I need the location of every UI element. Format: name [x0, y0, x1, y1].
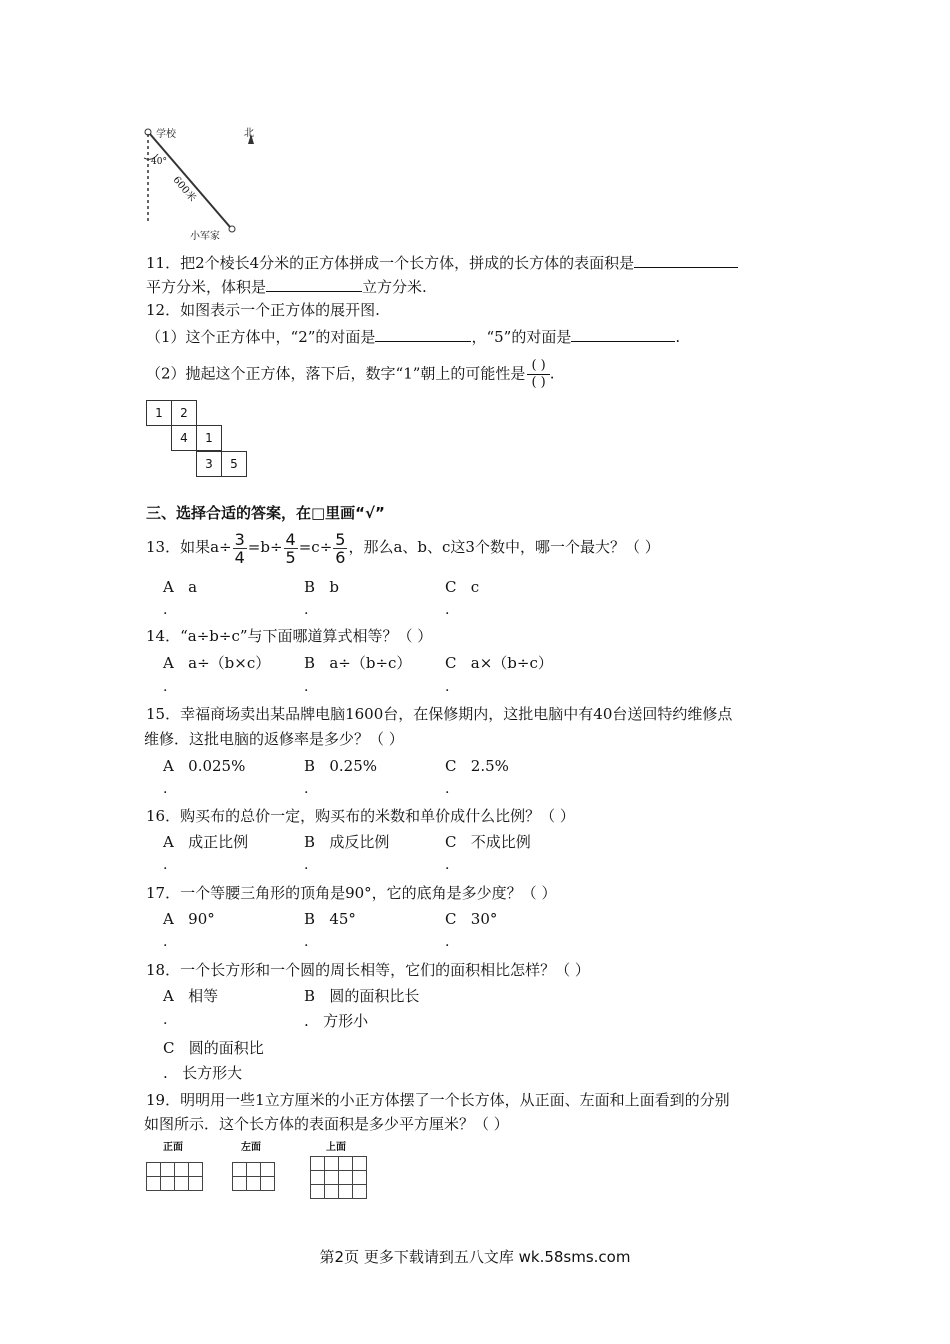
option-letter: B — [304, 987, 316, 1005]
cube-net — [146, 400, 248, 477]
option-text: 相等 — [188, 987, 219, 1005]
option-dot: . — [445, 934, 450, 950]
q13-mid2: =c÷ — [298, 538, 333, 556]
option-text: a — [188, 578, 198, 596]
q17-option-a[interactable] — [163, 909, 215, 929]
q15-text2: 维修．这批电脑的返修率是多少？（ ） — [144, 730, 404, 748]
q11-text3: 立方分米. — [362, 278, 427, 296]
q12-prob-denominator: ( ) — [531, 375, 546, 390]
q18-option-c-cont: . 长方形大 — [163, 1064, 243, 1082]
map-angle-label: 40° — [151, 157, 167, 167]
q11-line2 — [146, 276, 427, 297]
q13-f1-den: 4 — [234, 547, 245, 567]
option-dot: . — [445, 602, 450, 618]
option-dot: . — [163, 602, 168, 618]
three-views-grids — [140, 1150, 380, 1206]
option-text: a÷（b÷c） — [329, 654, 412, 672]
option-letter: A — [163, 757, 174, 775]
map-school-label: 学校 — [156, 129, 176, 140]
q17-option-c[interactable] — [445, 909, 497, 929]
map-figure — [140, 122, 270, 242]
q11-text1: 把2个棱长4分米的正方体拼成一个长方体，拼成的长方体的表面积是 — [180, 254, 635, 272]
q12-number: 12． — [146, 301, 181, 319]
q14-option-c[interactable] — [445, 653, 553, 673]
option-dot: . — [163, 1012, 168, 1028]
option-dot: . — [163, 679, 168, 695]
option-text: 2.5% — [470, 757, 509, 775]
option-text: 30° — [470, 910, 498, 928]
option-letter: C — [445, 578, 457, 596]
q14-text: “a÷b÷c”与下面哪道算式相等？（ ） — [180, 627, 433, 645]
q13-f1-num: 3 — [234, 529, 245, 549]
q16-number: 16． — [146, 807, 181, 825]
option-letter: C — [163, 1039, 175, 1057]
q16-option-c[interactable] — [445, 832, 531, 852]
q13-option-a[interactable] — [163, 577, 197, 597]
q18-text: 一个长方形和一个圆的周长相等，它们的面积相比怎样？（ ） — [180, 961, 590, 979]
option-dot: . — [304, 781, 309, 797]
q12-probability-fraction[interactable] — [527, 358, 549, 391]
option-letter: B — [304, 757, 316, 775]
q17-number: 17． — [146, 884, 181, 902]
option-letter: A — [163, 910, 174, 928]
option-dot: . — [304, 602, 309, 618]
q13-option-c[interactable] — [445, 577, 479, 597]
option-letter: A — [163, 987, 174, 1005]
option-dot: . — [445, 781, 450, 797]
net-cell: 1 — [146, 400, 172, 426]
q17-option-b[interactable] — [304, 909, 356, 929]
q11-blank-volume[interactable] — [266, 276, 362, 292]
q18-number: 18． — [146, 961, 181, 979]
q19-number: 19． — [146, 1091, 181, 1109]
option-letter: A — [163, 578, 174, 596]
q11-blank-area[interactable] — [634, 252, 738, 268]
q15-line2 — [144, 729, 404, 749]
net-cell: 3 — [196, 451, 222, 477]
q15-line1 — [146, 704, 732, 724]
q15-option-b[interactable] — [304, 756, 377, 776]
option-letter: C — [445, 757, 457, 775]
q18-option-b[interactable] — [304, 986, 419, 1006]
option-text-cont: 长方形大 — [182, 1064, 243, 1082]
q18-option-a[interactable] — [163, 986, 218, 1006]
view-label-top: 上面 — [326, 1142, 346, 1153]
option-text: b — [329, 578, 339, 596]
option-dot: . — [163, 781, 168, 797]
map-north-label: 北 — [244, 128, 254, 139]
q15-option-a[interactable] — [163, 756, 245, 776]
q12-sub1-b: ，“5”的对面是 — [471, 328, 572, 346]
option-letter: B — [304, 578, 316, 596]
net-cell: 5 — [221, 451, 247, 477]
net-cell: 2 — [171, 400, 197, 426]
q12-sub1-a: （1）这个正方体中，“2”的对面是 — [146, 328, 376, 346]
q14-number: 14． — [146, 627, 181, 645]
q12-sub2 — [146, 358, 555, 391]
option-text: a÷（b×c） — [188, 654, 271, 672]
section-3-heading: 三、选择合适的答案，在□里画“√” — [146, 504, 385, 522]
q13-fraction-2 — [284, 531, 298, 566]
view-label-left: 左面 — [241, 1142, 261, 1153]
q19-text2: 如图所示．这个长方体的表面积是多少平方厘米？（ ） — [144, 1115, 509, 1133]
option-text: 不成比例 — [470, 833, 531, 851]
option-letter: B — [304, 654, 316, 672]
q13-f2-den: 5 — [285, 547, 296, 567]
q13-option-b[interactable] — [304, 577, 339, 597]
q16-line — [146, 806, 575, 826]
q16-option-b[interactable] — [304, 832, 389, 852]
q14-option-a[interactable] — [163, 653, 270, 673]
q11-text2: 平方分米，体积是 — [146, 278, 267, 296]
q16-text: 购买布的总价一定，购买布的米数和单价成什么比例？（ ） — [180, 807, 575, 825]
option-dot: . — [304, 679, 309, 695]
option-dot: . — [304, 857, 309, 873]
q15-text1: 幸福商场卖出某品牌电脑1600台，在保修期内，这批电脑中有40台送回特约维修点 — [180, 705, 733, 723]
option-letter: C — [445, 654, 457, 672]
option-dot: . — [163, 857, 168, 873]
map-distance-label: 600米 — [170, 174, 198, 204]
left-view-grid — [233, 1163, 275, 1191]
option-text: 圆的面积比长 — [329, 987, 420, 1005]
net-cell: 1 — [196, 425, 222, 451]
q16-option-a[interactable] — [163, 832, 248, 852]
q19-line2 — [144, 1114, 509, 1134]
q12-blank-5-opposite[interactable] — [571, 326, 675, 342]
q14-line — [146, 626, 432, 646]
q18-option-c[interactable] — [163, 1038, 264, 1058]
option-dot: . — [304, 934, 309, 950]
q12-sub2-a: （2）抛起这个正方体，落下后，数字“1”朝上的可能性是 — [146, 364, 526, 383]
q12-sub1 — [146, 326, 680, 347]
q18-line — [146, 960, 590, 980]
q13-f2-num: 4 — [285, 529, 296, 549]
front-view-grid — [147, 1163, 203, 1191]
q18-option-b-cont: . 方形小 — [304, 1012, 369, 1030]
option-text: 0.025% — [188, 757, 246, 775]
q15-option-c[interactable] — [445, 756, 509, 776]
option-text: 90° — [188, 910, 215, 928]
option-letter: A — [163, 654, 174, 672]
q12-blank-2-opposite[interactable] — [375, 326, 471, 342]
option-letter: C — [445, 910, 457, 928]
option-letter: A — [163, 833, 174, 851]
q13-f3-num: 5 — [335, 529, 346, 549]
option-text: 成反比例 — [329, 833, 390, 851]
q11-line1 — [146, 252, 738, 273]
option-letter: C — [445, 833, 457, 851]
q13-fraction-3 — [333, 531, 347, 566]
q12-line — [146, 300, 380, 320]
q15-number: 15． — [146, 705, 181, 723]
map-home-label: 小军家 — [190, 231, 220, 242]
top-view-grid — [311, 1157, 367, 1199]
option-letter: B — [304, 910, 316, 928]
q12-sub1-c: . — [675, 328, 681, 346]
q12-prob-numerator: ( ) — [527, 358, 549, 375]
net-cell: 4 — [171, 425, 197, 451]
q17-line — [146, 883, 556, 903]
option-text: c — [470, 578, 480, 596]
q19-line1 — [146, 1090, 730, 1110]
q19-text1: 明明用一些1立方厘米的小正方体摆了一个长方体，从正面、左面和上面看到的分别 — [180, 1091, 730, 1109]
q13-number: 13． — [146, 538, 181, 556]
option-dot: . — [163, 934, 168, 950]
q13-mid1: =b÷ — [247, 538, 283, 556]
page-footer: 第2页 更多下载请到五八文库 wk.58sms.com — [319, 1248, 631, 1266]
q11-number: 11． — [146, 254, 181, 272]
option-text: 45° — [329, 910, 356, 928]
q13-f3-den: 6 — [335, 547, 346, 567]
option-dot: . — [445, 857, 450, 873]
q17-text: 一个等腰三角形的顶角是90°，它的底角是多少度？（ ） — [180, 884, 557, 902]
q12-text: 如图表示一个正方体的展开图. — [180, 301, 380, 319]
view-label-front: 正面 — [163, 1142, 183, 1153]
q13-fraction-1 — [233, 531, 247, 566]
q14-option-b[interactable] — [304, 653, 411, 673]
option-text: 0.25% — [329, 757, 377, 775]
option-dot: . — [445, 679, 450, 695]
option-text: a×（b÷c） — [470, 654, 553, 672]
q13-prefix: 如果a÷ — [180, 538, 232, 556]
q13-suffix: ，那么a、b、c这3个数中，哪一个最大？（ ） — [348, 538, 660, 556]
map-diagram — [140, 122, 270, 242]
q12-sub2-end: . — [549, 364, 555, 383]
option-text-cont: 方形小 — [323, 1012, 369, 1030]
q13-line — [146, 526, 660, 568]
option-letter: B — [304, 833, 316, 851]
option-text: 圆的面积比 — [188, 1039, 264, 1057]
option-text: 成正比例 — [188, 833, 249, 851]
